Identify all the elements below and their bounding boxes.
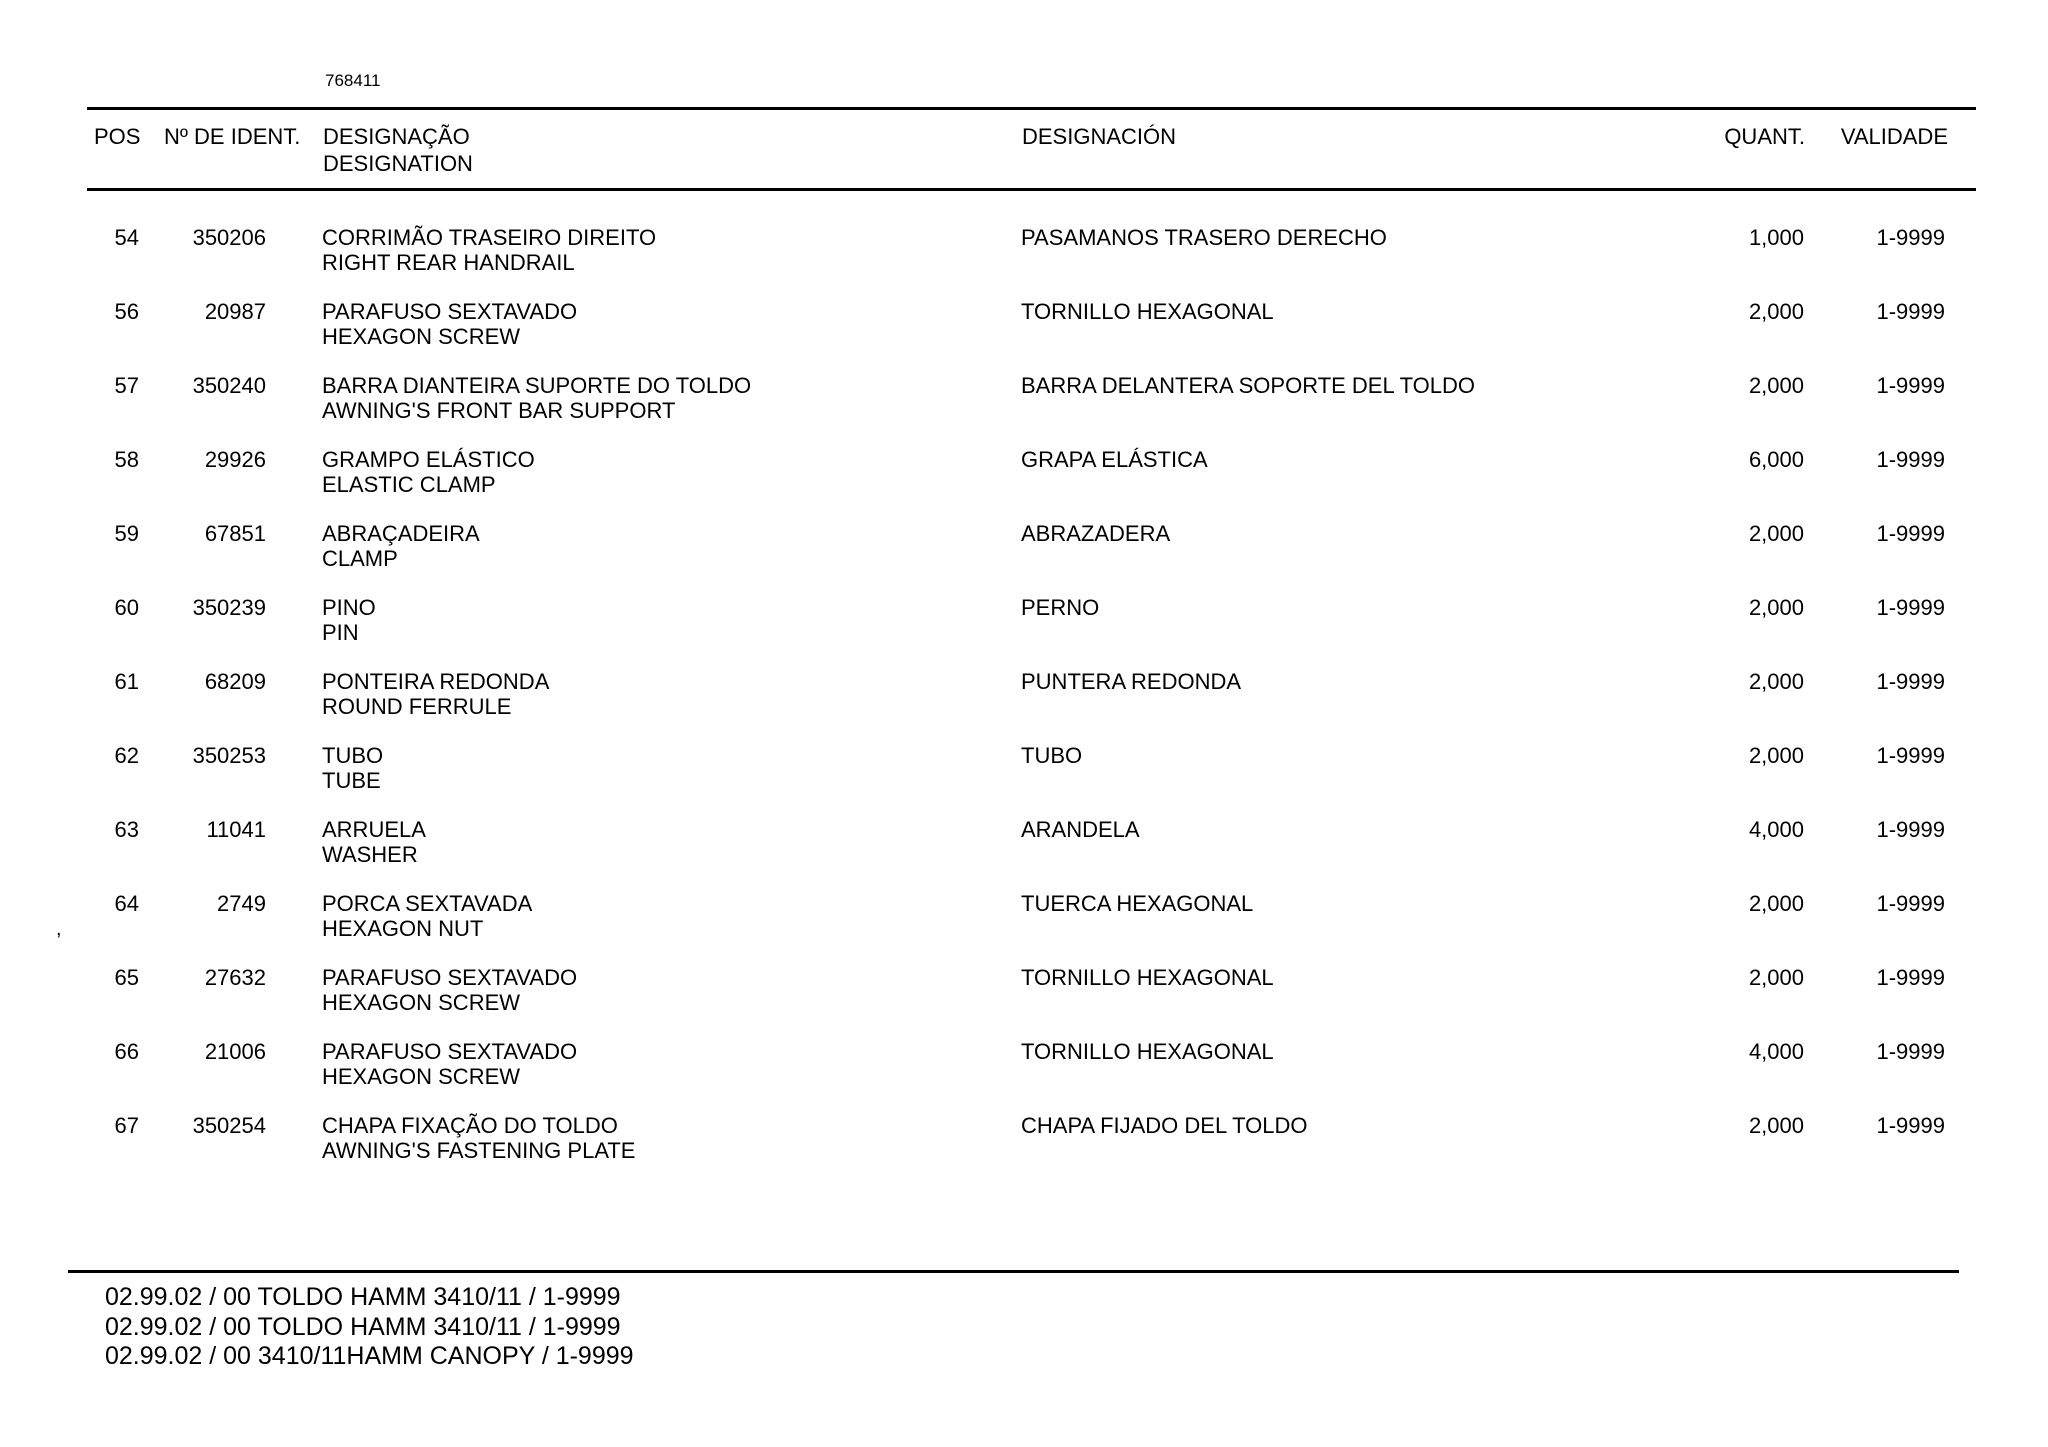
table-row bbox=[0, 889, 2048, 963]
row-pos: 67 bbox=[114, 1113, 139, 1138]
table-row bbox=[0, 445, 2048, 519]
header-ident: Nº DE IDENT. bbox=[164, 124, 301, 149]
row-ident: 350239 bbox=[192, 595, 266, 620]
footer-line-2: 02.99.02 / 00 TOLDO HAMM 3410/11 / 1-9999 bbox=[105, 1313, 621, 1341]
row-designation-pt: ARRUELA bbox=[322, 817, 426, 842]
row-ident: 67851 bbox=[204, 521, 266, 546]
row-designation-en: AWNING'S FRONT BAR SUPPORT bbox=[322, 398, 676, 423]
row-designation-es: PERNO bbox=[1021, 595, 1100, 620]
row-quantity: 6,000 bbox=[1748, 447, 1804, 472]
row-designation-pt: PARAFUSO SEXTAVADO bbox=[322, 1039, 578, 1064]
row-designation-pt: CHAPA FIXAÇÃO DO TOLDO bbox=[322, 1113, 618, 1138]
row-designation-es: TUBO bbox=[1021, 743, 1083, 768]
row-designation-pt: PONTEIRA REDONDA bbox=[322, 669, 550, 694]
row-validity: 1-9999 bbox=[1876, 373, 1945, 398]
row-quantity: 2,000 bbox=[1748, 743, 1804, 768]
row-designation-pt: BARRA DIANTEIRA SUPORTE DO TOLDO bbox=[322, 373, 752, 398]
row-validity: 1-9999 bbox=[1876, 1039, 1945, 1064]
row-validity: 1-9999 bbox=[1876, 225, 1945, 250]
document-number: 768411 bbox=[325, 71, 381, 90]
row-pos: 66 bbox=[114, 1039, 139, 1064]
row-designation-en: ROUND FERRULE bbox=[322, 694, 512, 719]
header-designation-en: DESIGNATION bbox=[323, 151, 473, 176]
row-designation-es: ARANDELA bbox=[1021, 817, 1140, 842]
row-designation-en: ELASTIC CLAMP bbox=[322, 472, 496, 497]
table-row bbox=[0, 1111, 2048, 1185]
table-row bbox=[0, 1037, 2048, 1111]
row-designation-en: HEXAGON SCREW bbox=[322, 324, 521, 349]
row-ident: 350253 bbox=[192, 743, 266, 768]
row-designation-en: RIGHT REAR HANDRAIL bbox=[322, 250, 575, 275]
row-designation-en: HEXAGON NUT bbox=[322, 916, 484, 941]
row-pos: 57 bbox=[114, 373, 139, 398]
row-ident: 350254 bbox=[192, 1113, 266, 1138]
row-ident: 11041 bbox=[206, 817, 266, 842]
row-designation-es: CHAPA FIJADO DEL TOLDO bbox=[1021, 1113, 1308, 1138]
row-ident: 68209 bbox=[204, 669, 266, 694]
header-designation bbox=[323, 123, 473, 177]
table-row bbox=[0, 297, 2048, 371]
row-quantity: 2,000 bbox=[1748, 669, 1804, 694]
row-designation-es: PASAMANOS TRASERO DERECHO bbox=[1021, 225, 1387, 250]
row-ident: 350206 bbox=[192, 225, 266, 250]
row-designation-en: WASHER bbox=[322, 842, 418, 867]
row-designation-pt: PARAFUSO SEXTAVADO bbox=[322, 965, 578, 990]
row-designation-en: CLAMP bbox=[322, 546, 398, 571]
row-validity: 1-9999 bbox=[1876, 891, 1945, 916]
row-pos: 64 bbox=[114, 891, 139, 916]
row-pos: 62 bbox=[114, 743, 139, 768]
row-designation-pt: GRAMPO ELÁSTICO bbox=[322, 447, 535, 472]
row-designation-pt: PORCA SEXTAVADA bbox=[322, 891, 533, 916]
header-validade: VALIDADE bbox=[1840, 124, 1948, 149]
parts-table-body bbox=[0, 223, 2048, 1185]
table-row bbox=[0, 963, 2048, 1037]
row-designation-es: GRAPA ELÁSTICA bbox=[1021, 447, 1208, 472]
row-validity: 1-9999 bbox=[1876, 595, 1945, 620]
header-designacion: DESIGNACIÓN bbox=[1022, 124, 1177, 149]
row-pos: 60 bbox=[114, 595, 139, 620]
row-validity: 1-9999 bbox=[1876, 669, 1945, 694]
row-pos: 61 bbox=[114, 669, 139, 694]
row-quantity: 2,000 bbox=[1748, 595, 1804, 620]
table-row bbox=[0, 371, 2048, 445]
row-ident: 27632 bbox=[204, 965, 266, 990]
row-designation-es: TORNILLO HEXAGONAL bbox=[1021, 965, 1274, 990]
row-designation-en: HEXAGON SCREW bbox=[322, 1064, 521, 1089]
row-designation-es: BARRA DELANTERA SOPORTE DEL TOLDO bbox=[1021, 373, 1475, 398]
row-validity: 1-9999 bbox=[1876, 743, 1945, 768]
table-row bbox=[0, 223, 2048, 297]
row-designation-pt: PINO bbox=[322, 595, 376, 620]
footer-line-1: 02.99.02 / 00 TOLDO HAMM 3410/11 / 1-9999 bbox=[105, 1283, 621, 1311]
row-ident: 29926 bbox=[204, 447, 266, 472]
row-quantity: 2,000 bbox=[1748, 299, 1804, 324]
row-designation-es: PUNTERA REDONDA bbox=[1021, 669, 1242, 694]
footer-rule bbox=[68, 1270, 1959, 1273]
row-ident: 350240 bbox=[192, 373, 266, 398]
header-quant: QUANT. bbox=[1724, 124, 1805, 149]
row-quantity: 4,000 bbox=[1748, 1039, 1804, 1064]
row-designation-pt: ABRAÇADEIRA bbox=[322, 521, 480, 546]
row-designation-pt: CORRIMÃO TRASEIRO DIREITO bbox=[322, 225, 657, 250]
row-pos: 63 bbox=[114, 817, 139, 842]
row-validity: 1-9999 bbox=[1876, 817, 1945, 842]
row-quantity: 2,000 bbox=[1748, 1113, 1804, 1138]
row-designation-es: ABRAZADERA bbox=[1021, 521, 1171, 546]
row-pos: 65 bbox=[114, 965, 139, 990]
header-top-rule bbox=[87, 107, 1976, 110]
header-designacao: DESIGNAÇÃO bbox=[323, 124, 470, 149]
row-designation-en: HEXAGON SCREW bbox=[322, 990, 521, 1015]
row-designation-en: AWNING'S FASTENING PLATE bbox=[322, 1138, 636, 1163]
row-quantity: 4,000 bbox=[1748, 817, 1804, 842]
table-row bbox=[0, 815, 2048, 889]
row-quantity: 1,000 bbox=[1748, 225, 1804, 250]
row-designation-en: PIN bbox=[322, 620, 359, 645]
row-validity: 1-9999 bbox=[1876, 1113, 1945, 1138]
row-designation-es: TORNILLO HEXAGONAL bbox=[1021, 1039, 1274, 1064]
header-pos: POS bbox=[94, 124, 141, 149]
row-designation-pt: TUBO bbox=[322, 743, 384, 768]
table-row bbox=[0, 667, 2048, 741]
row-quantity: 2,000 bbox=[1748, 521, 1804, 546]
table-row bbox=[0, 593, 2048, 667]
row-quantity: 2,000 bbox=[1748, 891, 1804, 916]
row-quantity: 2,000 bbox=[1748, 373, 1804, 398]
row-validity: 1-9999 bbox=[1876, 447, 1945, 472]
row-ident: 21006 bbox=[204, 1039, 266, 1064]
row-validity: 1-9999 bbox=[1876, 521, 1945, 546]
stray-mark: , bbox=[56, 918, 62, 940]
row-ident: 2749 bbox=[217, 891, 266, 916]
table-row bbox=[0, 741, 2048, 815]
row-designation-pt: PARAFUSO SEXTAVADO bbox=[322, 299, 578, 324]
row-quantity: 2,000 bbox=[1748, 965, 1804, 990]
row-ident: 20987 bbox=[204, 299, 266, 324]
row-pos: 58 bbox=[114, 447, 139, 472]
row-designation-es: TORNILLO HEXAGONAL bbox=[1021, 299, 1274, 324]
row-pos: 54 bbox=[114, 225, 139, 250]
row-designation-en: TUBE bbox=[322, 768, 381, 793]
row-designation-es: TUERCA HEXAGONAL bbox=[1021, 891, 1254, 916]
table-row bbox=[0, 519, 2048, 593]
header-bottom-rule bbox=[87, 188, 1976, 191]
row-validity: 1-9999 bbox=[1876, 299, 1945, 324]
row-validity: 1-9999 bbox=[1876, 965, 1945, 990]
footer-line-3: 02.99.02 / 00 3410/11HAMM CANOPY / 1-9999 bbox=[105, 1342, 634, 1370]
row-pos: 56 bbox=[114, 299, 139, 324]
row-pos: 59 bbox=[114, 521, 139, 546]
